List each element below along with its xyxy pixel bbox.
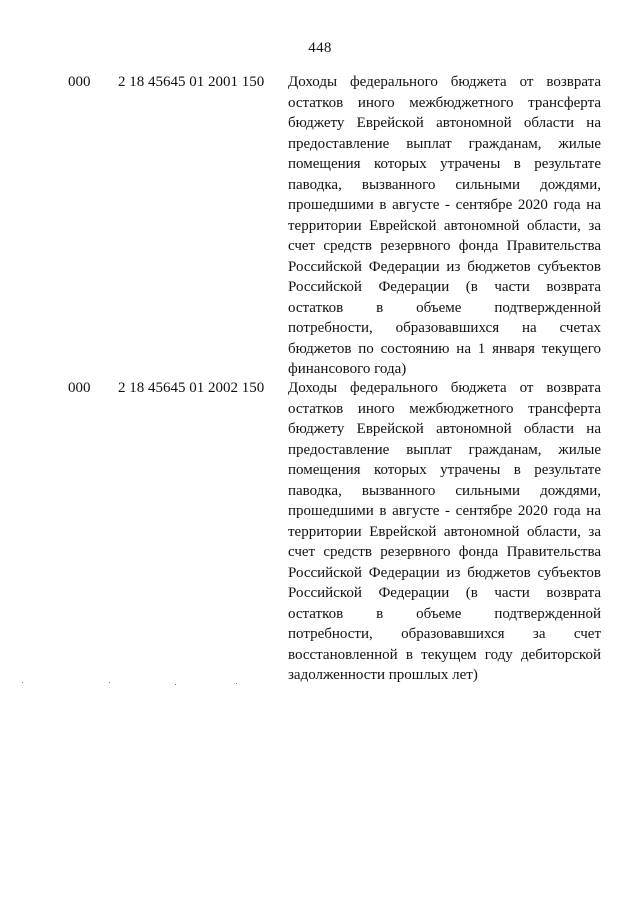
budget-code-table bbox=[0, 72, 640, 686]
admin-code: 000 bbox=[68, 380, 91, 396]
budget-classification-code: 2 18 45645 01 2001 150 bbox=[118, 74, 265, 90]
scan-dot bbox=[22, 682, 23, 683]
admin-code: 000 bbox=[68, 74, 91, 90]
table-row bbox=[0, 378, 640, 686]
page-number: 448 bbox=[308, 40, 332, 56]
scan-artifacts bbox=[0, 680, 640, 690]
table-row bbox=[0, 72, 640, 378]
scan-dot bbox=[236, 683, 237, 684]
budget-classification-code: 2 18 45645 01 2002 150 bbox=[118, 380, 265, 396]
scan-dot bbox=[109, 682, 110, 683]
code-description: Доходы федерального бюджета от возврата остатков иного межбюджетного трансферта бюджету Еврейской автономной области на предоставление выплат гражданам, жилые помещения которых утрачены в результате паводка, вызванного сильными дождями, прошедшими в августе - сентябре 2020 года на территории Еврейской автономной области, за счет средств резервного фонда Правительства Российской Федерации из бюджетов субъектов Российской Федерации (в части возврата остатков в объеме подтвержденной потребности, образовавшихся за счет восстановленной в текущем году дебиторской задолженности прошлых лет) bbox=[288, 380, 601, 683]
scan-dot bbox=[175, 684, 176, 685]
code-description: Доходы федерального бюджета от возврата остатков иного межбюджетного трансферта бюджету Еврейской автономной области на предоставление выплат гражданам, жилые помещения которых утрачены в результате паводка, вызванного сильными дождями, прошедшими в августе - сентябре 2020 года на территории Еврейской автономной области, за счет средств резервного фонда Правительства Российской Федерации из бюджетов субъектов Российской Федерации (в части возврата остатков в объеме подтвержденной потребности, образовавшихся на счетах бюджетов по состоянию на 1 января текущего финансового года) bbox=[288, 74, 601, 377]
